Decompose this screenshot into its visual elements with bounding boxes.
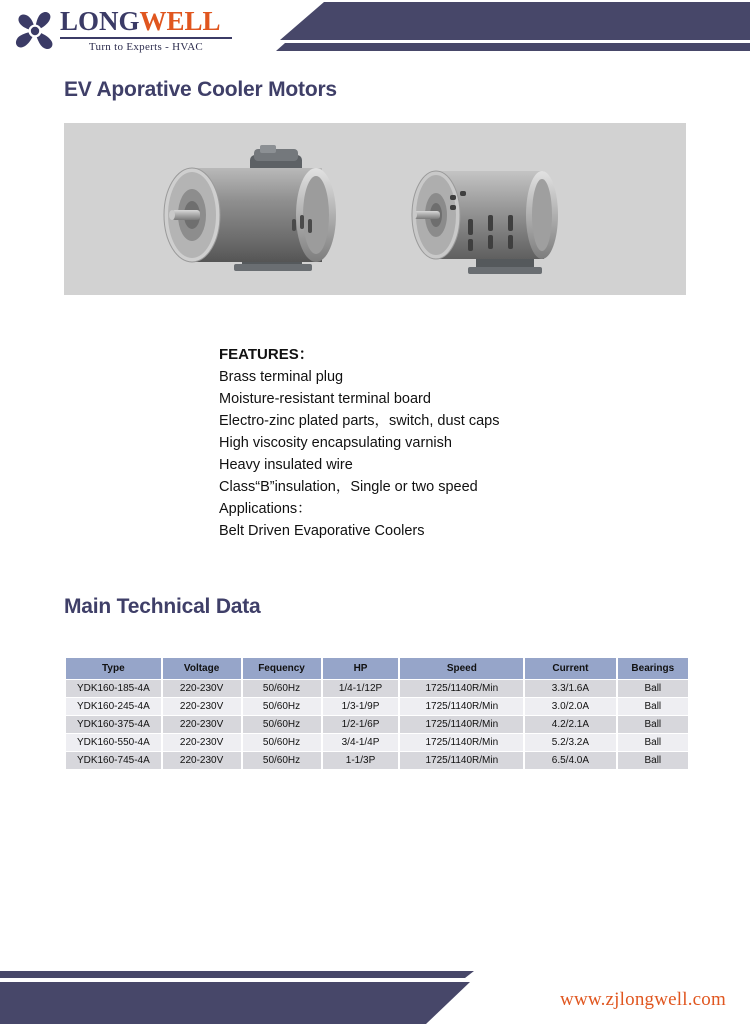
cell-bearings: Ball <box>618 752 688 769</box>
cell-type: YDK160-245-4A <box>66 698 161 715</box>
cell-type: YDK160-185-4A <box>66 680 161 697</box>
table-row <box>66 716 688 733</box>
cell-hp: 1-1/3P <box>323 752 399 769</box>
footer-banner-main <box>0 982 470 1024</box>
cell-bearings: Ball <box>618 716 688 733</box>
section-title: Main Technical Data <box>64 595 261 618</box>
cell-type: YDK160-745-4A <box>66 752 161 769</box>
technical-data-table <box>64 657 690 770</box>
feature-line: Moisture-resistant terminal board <box>219 391 431 407</box>
feature-line: Belt Driven Evaporative Coolers <box>219 523 425 539</box>
page-title: EV Aporative Cooler Motors <box>64 78 337 101</box>
cell-voltage: 220-230V <box>163 716 241 733</box>
cell-hp: 1/4-1/12P <box>323 680 399 697</box>
feature-line: Class“B”insulation，Single or two speed <box>219 479 478 495</box>
cell-frequency: 50/60Hz <box>243 680 321 697</box>
features-heading: FEATURES： <box>219 346 314 363</box>
fan-impeller-icon <box>14 10 56 52</box>
motor-right <box>411 171 558 274</box>
company-logo[interactable] <box>14 6 264 54</box>
cell-voltage: 220-230V <box>163 680 241 697</box>
cell-bearings: Ball <box>618 680 688 697</box>
cell-speed: 1725/1140R/Min <box>400 734 523 751</box>
column-header-frequency: Fequency <box>243 658 321 679</box>
logo-divider <box>60 37 232 39</box>
logo-word-primary: LONG <box>60 6 140 36</box>
features-section <box>219 344 699 542</box>
motor-left <box>164 145 336 271</box>
cell-bearings: Ball <box>618 734 688 751</box>
table-row <box>66 734 688 751</box>
footer-banner-stripe <box>0 971 474 978</box>
logo-tagline: Turn to Experts - HVAC <box>88 41 204 53</box>
header-banner-main <box>280 2 750 40</box>
table-row <box>66 698 688 715</box>
feature-line: Brass terminal plug <box>219 369 344 385</box>
cell-voltage: 220-230V <box>163 734 241 751</box>
cell-hp: 3/4-1/4P <box>323 734 399 751</box>
cell-current: 5.2/3.2A <box>525 734 615 751</box>
page-header <box>0 0 750 60</box>
cell-frequency: 50/60Hz <box>243 734 321 751</box>
column-header-hp: HP <box>323 658 399 679</box>
logo-wordmark <box>60 6 260 53</box>
feature-line: Heavy insulated wire <box>219 457 353 473</box>
cell-frequency: 50/60Hz <box>243 752 321 769</box>
cell-speed: 1725/1140R/Min <box>400 698 523 715</box>
column-header-voltage: Voltage <box>163 658 241 679</box>
cell-frequency: 50/60Hz <box>243 716 321 733</box>
header-banner-stripe <box>276 43 750 51</box>
logo-word-secondary: WELL <box>139 6 221 36</box>
cell-speed: 1725/1140R/Min <box>400 680 523 697</box>
page-footer <box>0 969 750 1029</box>
cell-current: 3.0/2.0A <box>525 698 615 715</box>
column-header-current: Current <box>525 658 615 679</box>
feature-line: Electro-zinc plated parts，switch, dust caps <box>219 413 500 429</box>
cell-type: YDK160-550-4A <box>66 734 161 751</box>
table-row <box>66 752 688 769</box>
product-photo-panel <box>64 123 686 295</box>
column-header-speed: Speed <box>400 658 523 679</box>
table-header-row <box>66 658 688 679</box>
column-header-type: Type <box>66 658 161 679</box>
cell-speed: 1725/1140R/Min <box>400 716 523 733</box>
cell-bearings: Ball <box>618 698 688 715</box>
column-header-bearings: Bearings <box>618 658 688 679</box>
cell-current: 3.3/1.6A <box>525 680 615 697</box>
cell-current: 4.2/2.1A <box>525 716 615 733</box>
website-url[interactable]: www.zjlongwell.com <box>560 989 726 1010</box>
cell-hp: 1/3-1/9P <box>323 698 399 715</box>
cell-type: YDK160-375-4A <box>66 716 161 733</box>
feature-line: Applications： <box>219 501 312 517</box>
cell-current: 6.5/4.0A <box>525 752 615 769</box>
cell-voltage: 220-230V <box>163 698 241 715</box>
cell-frequency: 50/60Hz <box>243 698 321 715</box>
cell-hp: 1/2-1/6P <box>323 716 399 733</box>
feature-line: High viscosity encapsulating varnish <box>219 435 452 451</box>
cell-voltage: 220-230V <box>163 752 241 769</box>
table-row <box>66 680 688 697</box>
cell-speed: 1725/1140R/Min <box>400 752 523 769</box>
